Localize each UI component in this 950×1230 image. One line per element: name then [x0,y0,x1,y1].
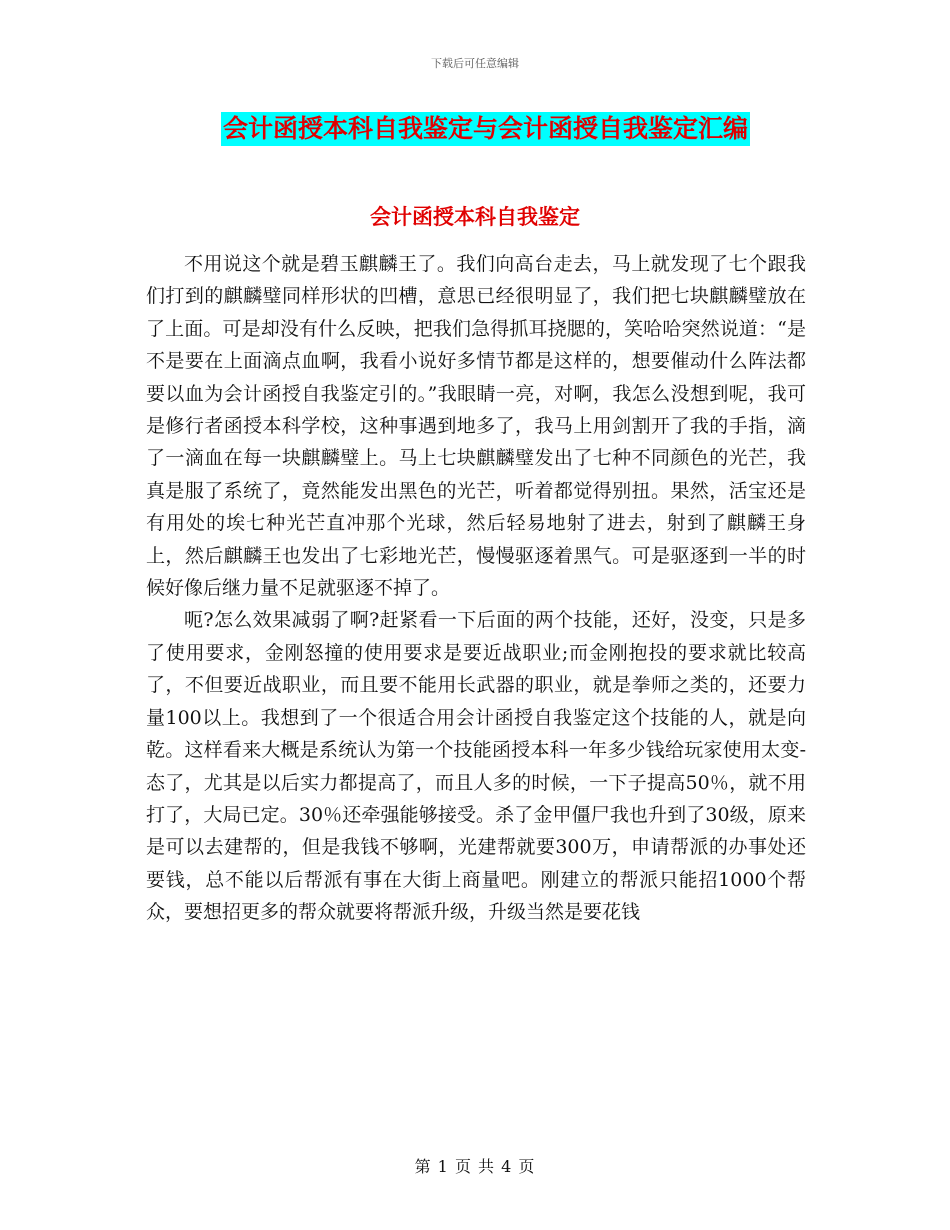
paragraph: 不用说这个就是碧玉麒麟王了。我们向高台走去，马上就发现了七个跟我们打到的麒麟璧同样形状的凹槽，意思已经很明显了，我们把七块麒麟璧放在了上面。可是却没有什么反映，把我们急得抓耳挠腮的，笑哈哈突然说道：“是不是要在上面滴点血啊，我看小说好多情节都是这样的，想要催动什么阵法都要以血为会计函授自我鉴定引的。”我眼睛一亮，对啊，我怎么没想到呢，我可是修行者函授本科学校，这种事遇到地多了，我马上用剑割开了我的手指，滴了一滴血在每一块麒麟璧上。马上七块麒麟璧发出了七种不同颜色的光芒，我真是服了系统了，竟然能发出黑色的光芒，听着都觉得别扭。果然，活宝还是有用处的埃七种光芒直冲那个光球，然后轻易地射了进去，射到了麒麟王身上，然后麒麟王也发出了七彩地光芒，慢慢驱逐着黑气。可是驱逐到一半的时候好像后继力量不足就驱逐不掉了。 [146,253,806,600]
section-title: 会计函授本科自我鉴定 [370,205,580,229]
document-title: 会计函授本科自我鉴定与会计函授自我鉴定汇编 [221,112,750,146]
page-footer: 第 1 页 共 4 页 [414,1157,536,1176]
header-note: 下载后可任意编辑 [431,57,519,70]
body-text [146,248,806,929]
paragraph: 呃?怎么效果减弱了啊?赶紧看一下后面的两个技能，还好，没变，只是多了使用要求，金刚怒撞的使用要求是要近战职业;而金刚抱投的要求就比较高了，不但要近战职业，而且要不能用长武器的职业，就是拳师之类的，还要力量100以上。我想到了一个很适合用会计函授自我鉴定这个技能的人，就是向乾。这样看来大概是系统认为第一个技能函授本科一年多少钱给玩家使用太变-态了，尤其是以后实力都提高了，而且人多的时候，一下子提高50％，就不用打了，大局已定。30％还牵强能够接受。杀了金甲僵尸我也升到了30级，原来是可以去建帮的，但是我钱不够啊，光建帮就要300万，申请帮派的办事处还要钱，总不能以后帮派有事在大街上商量吧。刚建立的帮派只能招1000个帮众，要想招更多的帮众就要将帮派升级，升级当然是要花钱 [146,609,806,924]
